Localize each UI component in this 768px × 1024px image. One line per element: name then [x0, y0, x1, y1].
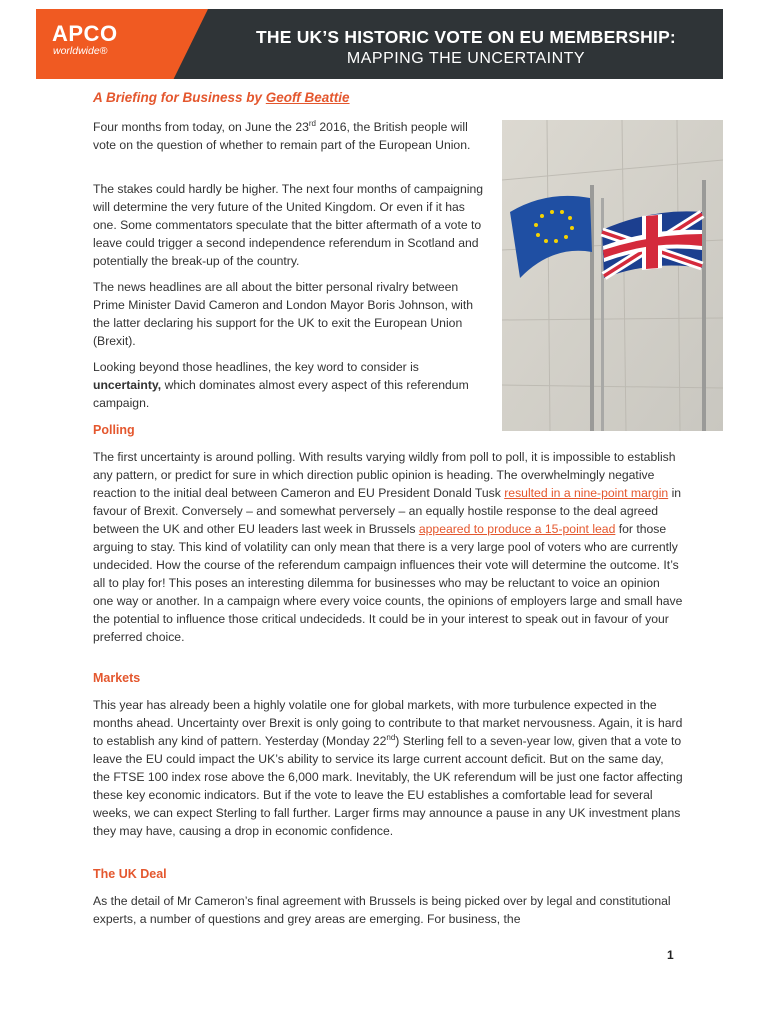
intro-p4-text-cont: which dominates almost every aspect of this referendum campaign. [93, 378, 469, 410]
intro-paragraph-2 [93, 180, 489, 270]
ordinal-suffix: nd [386, 732, 396, 742]
page-number: 1 [667, 948, 674, 962]
intro-paragraph-3 [93, 278, 489, 350]
section-heading-polling: Polling [93, 423, 135, 437]
intro-p1-text-cont: 2016, the British people will vote on the question of whether to remain part of the European Union. [93, 120, 471, 152]
markets-paragraph [93, 696, 683, 840]
intro-paragraph-1 [93, 118, 489, 154]
intro-p2-text: The stakes could hardly be higher. The next four months of campaigning will determine the very future of the United Kingdom. Or even if it has one. Some commentators speculate that the bitter aftermath of a vote to leave could trigger a second independence referendum in Scotland and potentially the break-up of the country. [93, 182, 484, 268]
document-subtitle: MAPPING THE UNCERTAINTY [346, 50, 586, 67]
nine-point-margin-link[interactable]: resulted in a nine-point margin [504, 486, 669, 500]
intro-p1-text: Four months from today, on June the 23 [93, 120, 309, 134]
author-link[interactable]: Geoff Beattie [265, 90, 350, 105]
polling-text-cont: in favour of Brexit. Conversely – and somewhat perversely – an equally hostile response to the deal agreed between the UK and other EU leaders last week in Brussels [93, 486, 682, 536]
intro-p4-text: Looking beyond those headlines, the key word to consider is [93, 360, 419, 374]
markets-text: This year has already been a highly volatile one for global markets, with more turbulence expected in the months ahead. Uncertainty over Brexit is only going to contribute to that market nervousness. Again, it is hard to establish any kind of pattern. Yesterday (Monday 22 [93, 698, 683, 748]
flags-photo [502, 120, 723, 431]
intro-p3-text: The news headlines are all about the bitter personal rivalry between Prime Minister David Cameron and London Mayor Boris Johnson, with the latter declaring his support for the UK to exit the European Union (Brexit). [93, 280, 474, 348]
document-title: THE UK’S HISTORIC VOTE ON EU MEMBERSHIP: [256, 27, 676, 47]
byline [93, 90, 350, 105]
ordinal-suffix: rd [308, 118, 317, 128]
key-word: uncertainty, [93, 378, 162, 392]
uk-deal-paragraph [93, 892, 683, 928]
uk-deal-text: As the detail of Mr Cameron’s final agreement with Brussels is being picked over by legal and constitutional experts, a number of questions and grey areas are emerging. For business, the [93, 894, 671, 926]
header-banner [36, 9, 723, 79]
logo-subtext: worldwide® [53, 45, 108, 57]
intro-paragraph-4 [93, 358, 489, 412]
logo-text: APCO [52, 21, 118, 46]
section-heading-uk-deal: The UK Deal [93, 867, 167, 881]
polling-text-end: for those arguing to stay. This kind of volatility can only mean that there is a very large pool of voters who are currently undecided. How the course of the referendum campaign influences their vote will determine the outcome. It’s all to play for! This poses an interesting dilemma for businesses who may be reluctant to voice an opinion one way or another. In a campaign where every voice counts, the opinions of employers large and small have the potential to influence those critical undecideds. It could be in your interest to speak out in favour of your preferred choice. [93, 522, 683, 644]
apco-logo [52, 23, 118, 57]
markets-text-cont: ) Sterling fell to a seven-year low, given that a vote to leave the EU could impact the UK’s ability to service its large current account deficit. But on the same day, the FTSE 100 index rose above the 6,000 mark. Inevitably, the UK referendum will be just one factor affecting these key economic indicators. But if the vote to leave the EU establishes a comfortable lead for several weeks, we can expect Sterling to fall further. Larger firms may announce a pause in any UK investment plans they may have, causing a drop in economic confidence. [93, 734, 683, 838]
byline-prefix: A Briefing for Business by [93, 90, 266, 105]
section-heading-markets: Markets [93, 671, 141, 685]
polling-paragraph [93, 448, 683, 646]
fifteen-point-lead-link[interactable]: appeared to produce a 15-point lead [418, 522, 616, 536]
banner-titles [216, 25, 716, 69]
polling-text: The first uncertainty is around polling. With results varying wildly from poll to poll, it is impossible to establish any pattern, or predict for sure in which direction public opinion is heading. The overwhelmingly negative reaction to the initial deal between Cameron and EU President Donald Tusk [93, 450, 676, 500]
